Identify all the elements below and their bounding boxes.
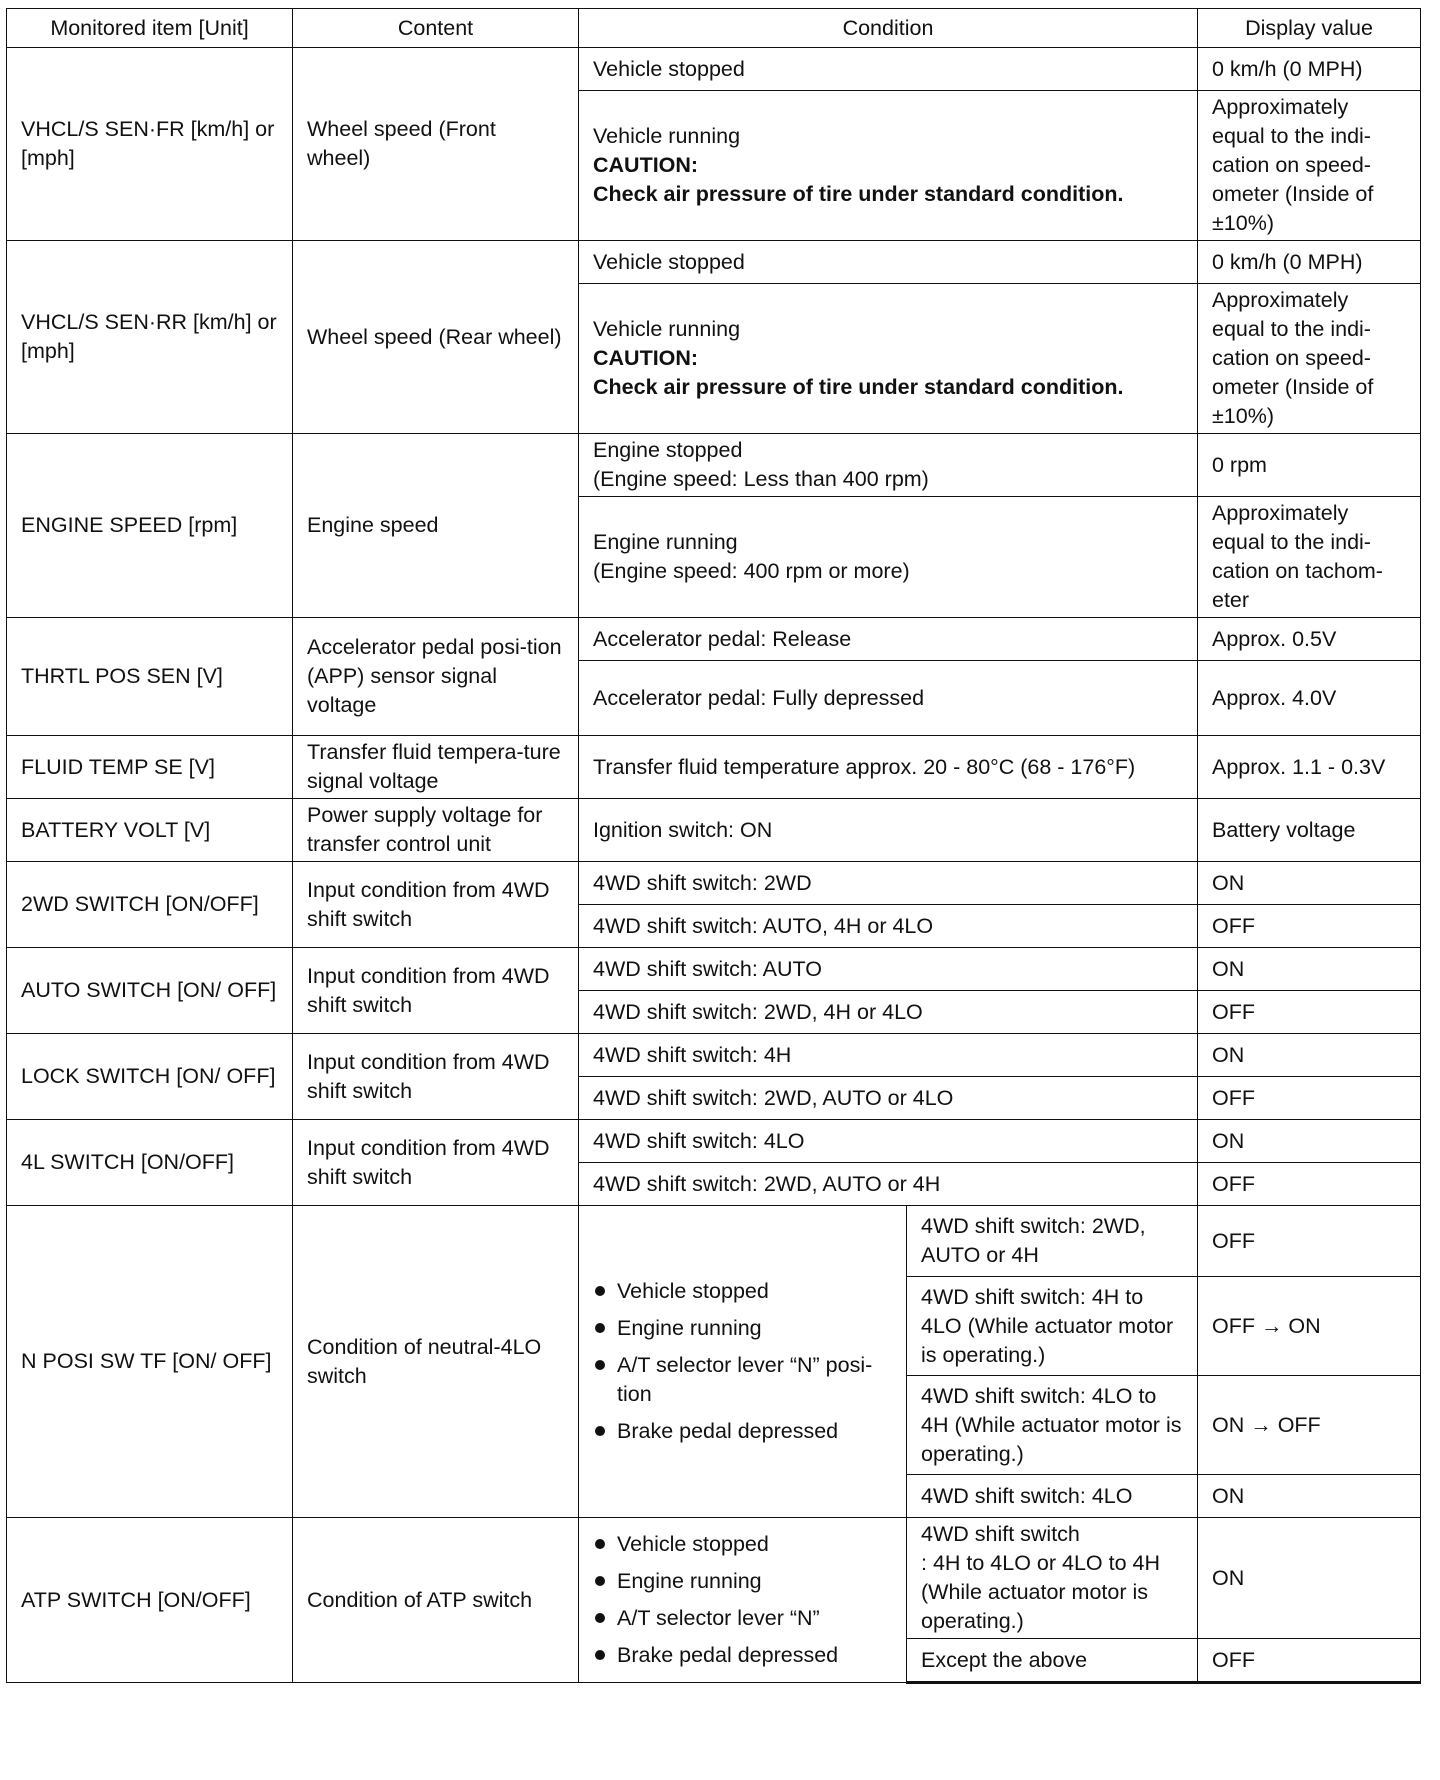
- value-cell: OFF: [1198, 1206, 1421, 1277]
- item-cell: THRTL POS SEN [V]: [7, 618, 293, 736]
- value-cell: OFF: [1198, 991, 1421, 1034]
- condition-bullets-cell: [579, 1518, 907, 1683]
- header-display-value: Display value: [1198, 9, 1421, 48]
- value-cell: ON: [1198, 1120, 1421, 1163]
- content-cell: Condition of neutral-4LO switch: [293, 1206, 579, 1518]
- value-cell: Approximately equal to the indi-cation on speed-ometer (Inside of ±10%): [1198, 284, 1421, 434]
- value-cell: Approx. 4.0V: [1198, 661, 1421, 736]
- caution-label: CAUTION:: [593, 346, 699, 370]
- item-cell: VHCL/S SEN·RR [km/h] or [mph]: [7, 241, 293, 434]
- condition-text: Vehicle running: [593, 124, 741, 148]
- condition-cell: [579, 284, 1198, 434]
- condition-cell: 4WD shift switch: 2WD, AUTO or 4LO: [579, 1077, 1198, 1120]
- content-cell: Wheel speed (Rear wheel): [293, 241, 579, 434]
- list-item: [593, 1604, 892, 1633]
- condition-bullet-list: [593, 1277, 892, 1446]
- list-item: [593, 1641, 892, 1670]
- content-cell: Power supply voltage for transfer control unit: [293, 799, 579, 862]
- condition-cell: Accelerator pedal: Release: [579, 618, 1198, 661]
- value-cell: ON: [1198, 862, 1421, 905]
- bullet-icon: [595, 1286, 605, 1296]
- condition-text: Engine running: [593, 530, 738, 554]
- item-cell: LOCK SWITCH [ON/ OFF]: [7, 1034, 293, 1120]
- condition-cell: 4WD shift switch: 4H: [579, 1034, 1198, 1077]
- bullet-text: A/T selector lever “N” posi-tion: [617, 1353, 873, 1406]
- bullet-text: Vehicle stopped: [617, 1532, 769, 1556]
- bullet-text: Vehicle stopped: [617, 1279, 769, 1303]
- caution-text: Check air pressure of tire under standard condition.: [593, 182, 1124, 206]
- item-cell: ENGINE SPEED [rpm]: [7, 434, 293, 618]
- item-cell: N POSI SW TF [ON/ OFF]: [7, 1206, 293, 1518]
- sub-condition-cell: Except the above: [907, 1639, 1198, 1683]
- value-cell: Approx. 0.5V: [1198, 618, 1421, 661]
- condition-cell: [579, 434, 1198, 497]
- condition-text: Engine stopped: [593, 438, 743, 462]
- header-condition: Condition: [579, 9, 1198, 48]
- value-cell: OFF: [1198, 1163, 1421, 1206]
- condition-bullets-cell: [579, 1206, 907, 1518]
- list-item: [593, 1277, 892, 1306]
- table-row: [7, 1120, 1421, 1163]
- sub-condition-text: : 4H to 4LO or 4LO to 4H (While actuator motor is operating.): [921, 1551, 1161, 1633]
- sub-condition-cell: 4WD shift switch: 4H to 4LO (While actuator motor is operating.): [907, 1277, 1198, 1376]
- content-cell: Input condition from 4WD shift switch: [293, 1034, 579, 1120]
- value-cell: ON: [1198, 948, 1421, 991]
- item-cell: AUTO SWITCH [ON/ OFF]: [7, 948, 293, 1034]
- condition-bullet-list: [593, 1530, 892, 1670]
- bullet-text: Engine running: [617, 1316, 762, 1340]
- value-cell: OFF: [1198, 1639, 1421, 1683]
- content-cell: Accelerator pedal posi-tion (APP) sensor signal voltage: [293, 618, 579, 736]
- bullet-icon: [595, 1323, 605, 1333]
- content-cell: Input condition from 4WD shift switch: [293, 948, 579, 1034]
- condition-text: (Engine speed: 400 rpm or more): [593, 559, 910, 583]
- condition-cell: Vehicle stopped: [579, 48, 1198, 91]
- condition-cell: 4WD shift switch: 2WD: [579, 862, 1198, 905]
- condition-cell: Transfer fluid temperature approx. 20 - 80°C (68 - 176°F): [579, 736, 1198, 799]
- condition-text: Vehicle running: [593, 317, 741, 341]
- content-cell: Transfer fluid tempera-ture signal voltage: [293, 736, 579, 799]
- value-cell: ON → OFF: [1198, 1376, 1421, 1475]
- condition-cell: 4WD shift switch: 2WD, AUTO or 4H: [579, 1163, 1198, 1206]
- table-row: [7, 862, 1421, 905]
- item-cell: 4L SWITCH [ON/OFF]: [7, 1120, 293, 1206]
- value-cell: Approximately equal to the indi-cation on speed-ometer (Inside of ±10%): [1198, 91, 1421, 241]
- bullet-text: A/T selector lever “N”: [617, 1606, 820, 1630]
- bullet-icon: [595, 1613, 605, 1623]
- sub-condition-cell: [907, 1518, 1198, 1639]
- table-row: [7, 736, 1421, 799]
- condition-cell: Ignition switch: ON: [579, 799, 1198, 862]
- table-row: [7, 241, 1421, 284]
- bullet-icon: [595, 1650, 605, 1660]
- item-cell: ATP SWITCH [ON/OFF]: [7, 1518, 293, 1683]
- list-item: [593, 1351, 892, 1409]
- table-row: [7, 48, 1421, 91]
- header-content: Content: [293, 9, 579, 48]
- content-cell: Input condition from 4WD shift switch: [293, 862, 579, 948]
- value-cell: ON: [1198, 1475, 1421, 1518]
- bullet-icon: [595, 1539, 605, 1549]
- bullet-icon: [595, 1576, 605, 1586]
- condition-text: (Engine speed: Less than 400 rpm): [593, 467, 929, 491]
- sub-condition-text: 4WD shift switch: [921, 1522, 1080, 1546]
- list-item: [593, 1530, 892, 1559]
- monitor-spec-table: [6, 8, 1421, 1684]
- item-cell: 2WD SWITCH [ON/OFF]: [7, 862, 293, 948]
- bullet-text: Brake pedal depressed: [617, 1643, 839, 1667]
- list-item: [593, 1314, 892, 1343]
- condition-cell: 4WD shift switch: AUTO, 4H or 4LO: [579, 905, 1198, 948]
- condition-cell: [579, 497, 1198, 618]
- value-cell: ON: [1198, 1034, 1421, 1077]
- value-cell: ON: [1198, 1518, 1421, 1639]
- value-cell: OFF → ON: [1198, 1277, 1421, 1376]
- value-cell: Approx. 1.1 - 0.3V: [1198, 736, 1421, 799]
- value-cell: 0 km/h (0 MPH): [1198, 48, 1421, 91]
- condition-cell: [579, 91, 1198, 241]
- value-cell: Approximately equal to the indi-cation on tachom-eter: [1198, 497, 1421, 618]
- sub-condition-cell: 4WD shift switch: 2WD, AUTO or 4H: [907, 1206, 1198, 1277]
- value-cell: OFF: [1198, 1077, 1421, 1120]
- condition-cell: 4WD shift switch: 2WD, 4H or 4LO: [579, 991, 1198, 1034]
- sub-condition-cell: 4WD shift switch: 4LO: [907, 1475, 1198, 1518]
- bullet-icon: [595, 1360, 605, 1370]
- bullet-text: Engine running: [617, 1569, 762, 1593]
- table-row: [7, 618, 1421, 661]
- content-cell: Engine speed: [293, 434, 579, 618]
- condition-cell: 4WD shift switch: 4LO: [579, 1120, 1198, 1163]
- table-row: [7, 799, 1421, 862]
- item-cell: BATTERY VOLT [V]: [7, 799, 293, 862]
- table-row: [7, 1518, 1421, 1639]
- table-row: [7, 1034, 1421, 1077]
- value-cell: 0 km/h (0 MPH): [1198, 241, 1421, 284]
- value-cell: 0 rpm: [1198, 434, 1421, 497]
- condition-cell: Vehicle stopped: [579, 241, 1198, 284]
- item-cell: VHCL/S SEN·FR [km/h] or [mph]: [7, 48, 293, 241]
- caution-text: Check air pressure of tire under standard condition.: [593, 375, 1124, 399]
- content-cell: Wheel speed (Front wheel): [293, 48, 579, 241]
- table-row: [7, 434, 1421, 497]
- bullet-text: Brake pedal depressed: [617, 1419, 839, 1443]
- list-item: [593, 1567, 892, 1596]
- table-row: [7, 948, 1421, 991]
- sub-condition-cell: 4WD shift switch: 4LO to 4H (While actuator motor is operating.): [907, 1376, 1198, 1475]
- content-cell: Input condition from 4WD shift switch: [293, 1120, 579, 1206]
- value-cell: OFF: [1198, 905, 1421, 948]
- value-cell: Battery voltage: [1198, 799, 1421, 862]
- caution-label: CAUTION:: [593, 153, 699, 177]
- table-row: [7, 1206, 1421, 1277]
- content-cell: Condition of ATP switch: [293, 1518, 579, 1683]
- condition-cell: Accelerator pedal: Fully depressed: [579, 661, 1198, 736]
- bullet-icon: [595, 1426, 605, 1436]
- header-row: [7, 9, 1421, 48]
- condition-cell: 4WD shift switch: AUTO: [579, 948, 1198, 991]
- list-item: [593, 1417, 892, 1446]
- header-monitored-item: Monitored item [Unit]: [7, 9, 293, 48]
- item-cell: FLUID TEMP SE [V]: [7, 736, 293, 799]
